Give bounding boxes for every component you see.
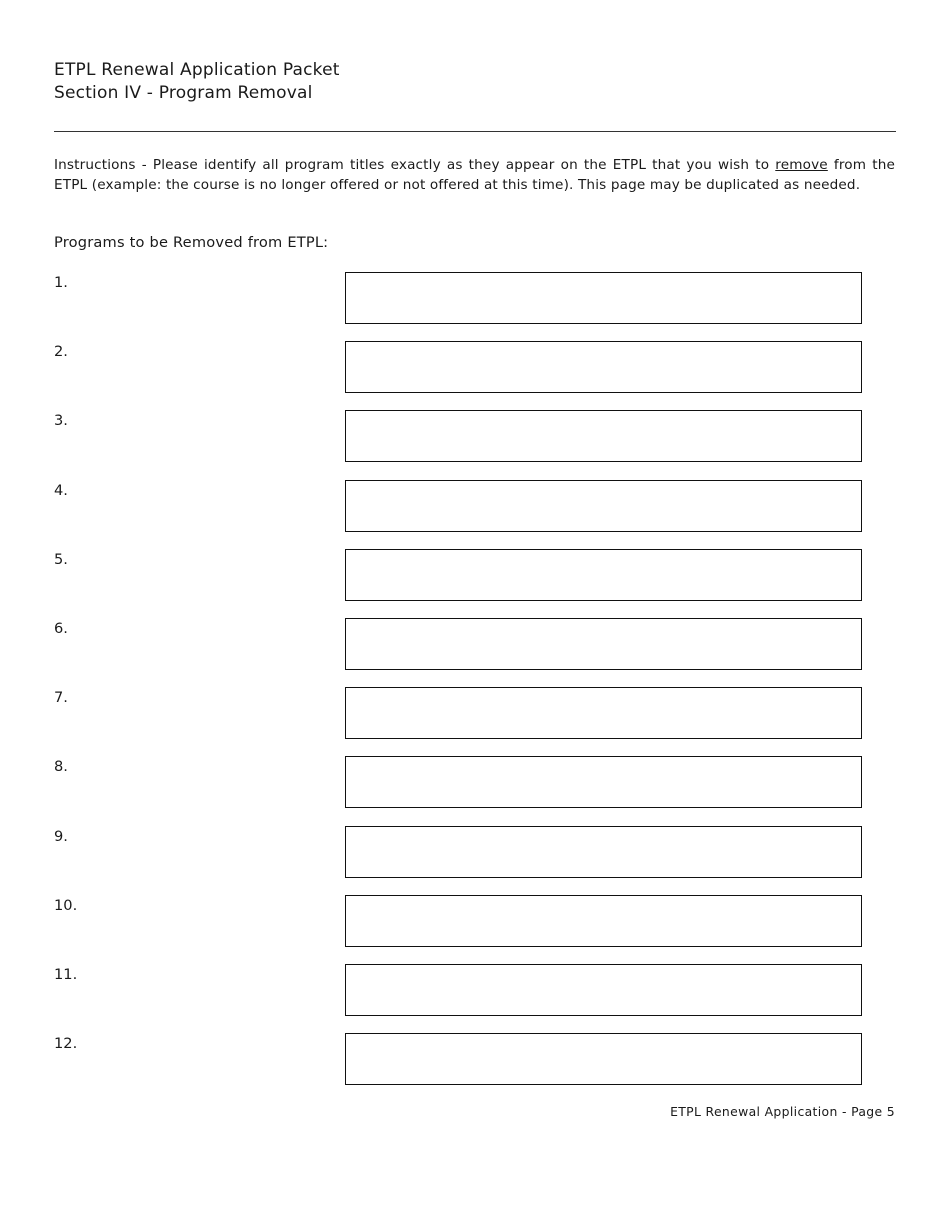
program-number: 8. bbox=[54, 758, 68, 776]
program-title-field-11[interactable] bbox=[345, 964, 862, 1016]
program-row bbox=[54, 826, 866, 881]
program-number: 9. bbox=[54, 827, 68, 845]
program-title-field-4[interactable] bbox=[345, 480, 862, 532]
section-title: Section IV - Program Removal bbox=[54, 83, 313, 103]
program-number: 11. bbox=[54, 965, 78, 983]
program-row bbox=[54, 1033, 866, 1088]
instructions-text-before: Instructions - Please identify all program titles exactly as they appear on the ETPL that you wish to bbox=[54, 157, 776, 173]
program-title-field-8[interactable] bbox=[345, 756, 862, 808]
instructions-paragraph bbox=[54, 156, 895, 195]
program-row bbox=[54, 964, 866, 1019]
instructions-text-after: from the ETPL (example: the course is no longer offered or not offered at this time). This page may be duplicated as needed. bbox=[54, 157, 895, 193]
program-title-field-9[interactable] bbox=[345, 826, 862, 878]
program-title-field-7[interactable] bbox=[345, 687, 862, 739]
program-number: 3. bbox=[54, 412, 68, 430]
program-row bbox=[54, 480, 866, 535]
program-row bbox=[54, 549, 866, 604]
program-number: 7. bbox=[54, 689, 68, 707]
header-divider bbox=[54, 131, 896, 132]
program-title-field-3[interactable] bbox=[345, 410, 862, 462]
page-footer: ETPL Renewal Application - Page 5 bbox=[670, 1104, 895, 1119]
program-row bbox=[54, 410, 866, 465]
program-row bbox=[54, 756, 866, 811]
page-header bbox=[54, 59, 340, 105]
program-title-field-1[interactable] bbox=[345, 272, 862, 324]
program-number: 12. bbox=[54, 1035, 78, 1053]
program-row bbox=[54, 341, 866, 396]
programs-heading: Programs to be Removed from ETPL: bbox=[54, 234, 329, 251]
program-number: 10. bbox=[54, 896, 78, 914]
program-number: 2. bbox=[54, 343, 68, 361]
program-number: 5. bbox=[54, 550, 68, 568]
program-title-field-10[interactable] bbox=[345, 895, 862, 947]
instructions-emphasis-remove: remove bbox=[775, 157, 828, 173]
program-title-field-6[interactable] bbox=[345, 618, 862, 670]
program-number: 1. bbox=[54, 274, 68, 291]
program-row bbox=[54, 618, 866, 673]
program-list bbox=[54, 272, 866, 1102]
program-title-field-5[interactable] bbox=[345, 549, 862, 601]
program-title-field-12[interactable] bbox=[345, 1033, 862, 1085]
program-title-field-2[interactable] bbox=[345, 341, 862, 393]
program-number: 4. bbox=[54, 481, 68, 499]
program-row bbox=[54, 687, 866, 742]
program-row bbox=[54, 895, 866, 950]
program-row bbox=[54, 272, 866, 327]
document-title: ETPL Renewal Application Packet bbox=[54, 60, 340, 80]
program-number: 6. bbox=[54, 619, 68, 637]
